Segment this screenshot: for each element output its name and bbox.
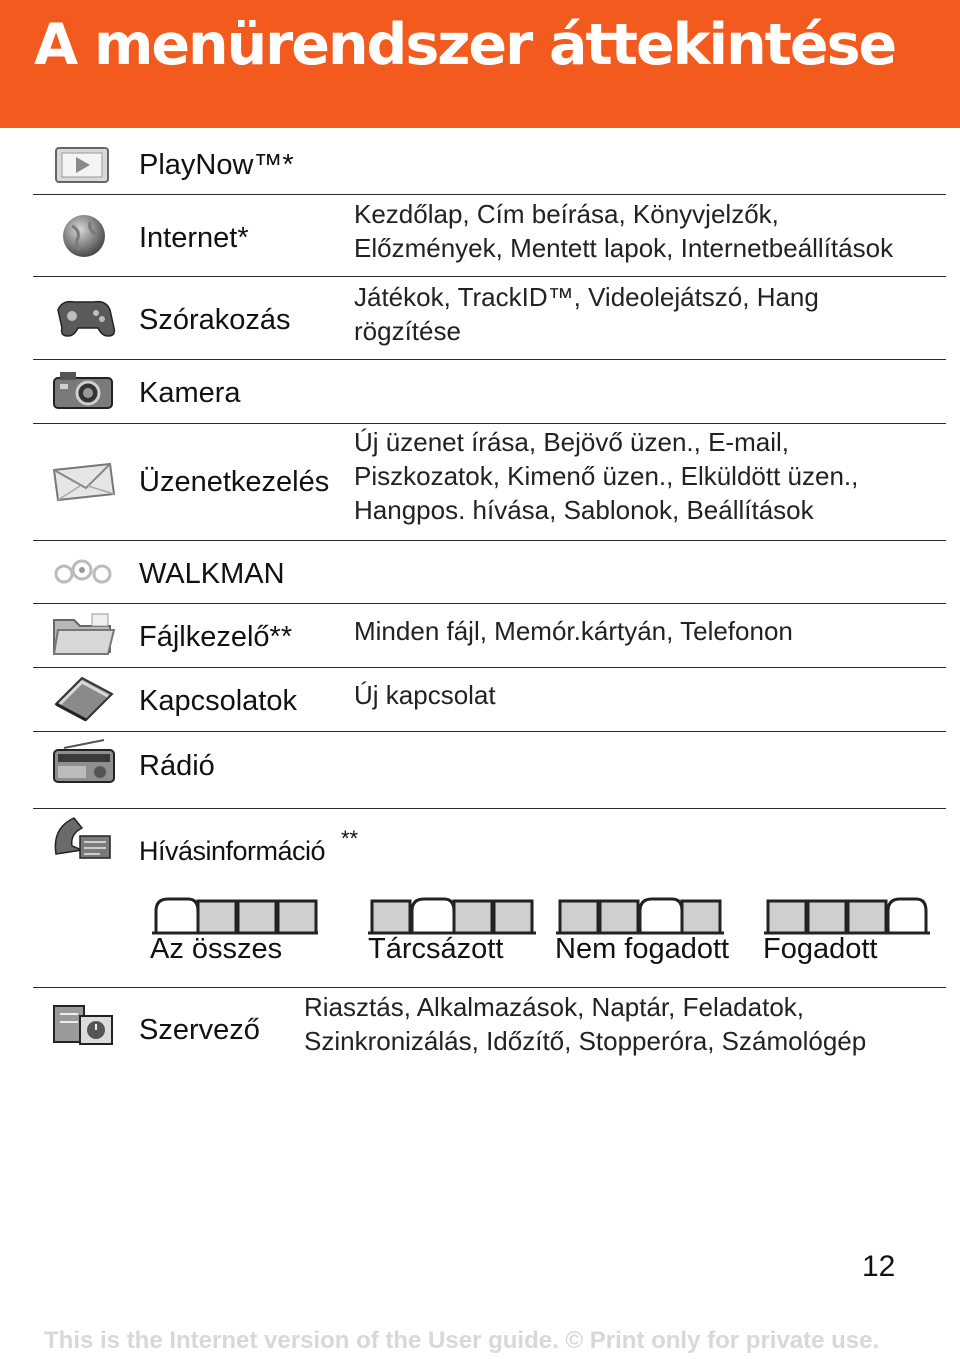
radio-icon [50, 738, 118, 786]
menu-item-playnow[interactable]: PlayNow™* [139, 149, 294, 181]
tab-nem-fogadott[interactable]: Nem fogadott [555, 933, 730, 965]
contacts-book-icon [50, 674, 118, 722]
divider [33, 359, 946, 360]
menu-description: Minden fájl, Memór.kártyán, Telefonon [354, 616, 793, 646]
menu-item-hivasinformacio[interactable]: Hívásinformáció [139, 836, 326, 866]
menu-item-uzenetkezeles[interactable]: Üzenetkezelés [139, 466, 330, 498]
menu-item-kapcsolatok[interactable]: Kapcsolatok [139, 685, 297, 717]
menu-item-szorakozas[interactable]: Szórakozás [139, 304, 291, 336]
playnow-icon [50, 140, 118, 188]
divider [33, 603, 946, 604]
divider [33, 808, 946, 809]
menu-item-radio[interactable]: Rádió [139, 750, 215, 782]
menu-description: Játékok, TrackID™, Videolejátszó, Hang rögzítése [354, 282, 819, 346]
divider [33, 731, 946, 732]
menu-description: Új kapcsolat [354, 680, 496, 710]
menu-item-fajlkezelo[interactable]: Fájlkezelő** [139, 621, 293, 653]
divider [33, 194, 946, 195]
tab-fogadott[interactable]: Fogadott [763, 933, 878, 965]
folder-icon [50, 610, 118, 658]
organizer-icon [50, 1000, 118, 1048]
globe-icon [50, 212, 118, 260]
tab-az-osszes[interactable]: Az összes [150, 933, 283, 965]
divider [33, 540, 946, 541]
envelope-icon [50, 456, 118, 504]
menu-description: Új üzenet írása, Bejövő üzen., E-mail, Piszkozatok, Kimenő üzen., Elküldött üzen., Hangpos. hívása, Sablonok, Beállítások [354, 427, 859, 525]
divider [33, 667, 946, 668]
menu-item-walkman[interactable]: WALKMAN [139, 558, 285, 590]
footnote-marker: ** [341, 826, 359, 851]
call-phone-icon [50, 814, 118, 862]
gamepad-icon [50, 294, 118, 342]
page-number: 12 [862, 1250, 896, 1283]
divider [33, 276, 946, 277]
menu-description: Kezdőlap, Cím beírása, Könyvjelzők, Előzmények, Mentett lapok, Internetbeállítások [354, 199, 894, 263]
tab-tarcsazott[interactable]: Tárcsázott [368, 933, 504, 965]
menu-item-internet[interactable]: Internet* [139, 222, 249, 254]
divider [33, 423, 946, 424]
menu-description: Riasztás, Alkalmazások, Naptár, Feladatok, Szinkronizálás, Időzítő, Stopperóra, Számológép [304, 992, 867, 1056]
menu-item-kamera[interactable]: Kamera [139, 377, 241, 409]
header-banner [0, 0, 960, 128]
divider [33, 987, 946, 988]
walkman-icon [50, 548, 118, 596]
footer-note: This is the Internet version of the User guide. © Print only for private use. [44, 1327, 880, 1354]
menu-item-szervezo[interactable]: Szervező [139, 1014, 260, 1046]
camera-icon [50, 366, 118, 414]
call-tabs-diagram [150, 893, 940, 937]
page-title: A menürendszer áttekintése [34, 12, 896, 78]
